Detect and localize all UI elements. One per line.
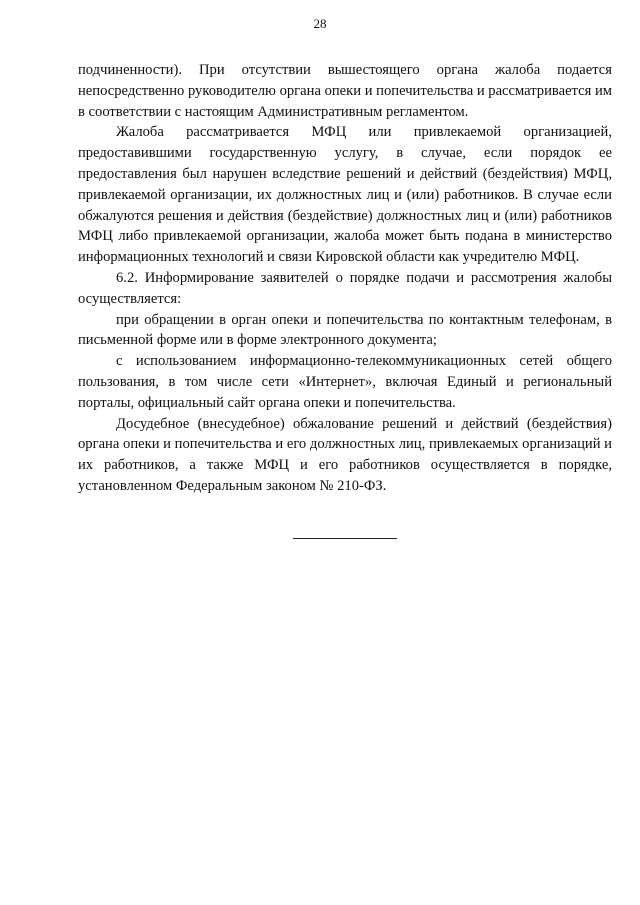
paragraph-complaint-review: Жалоба рассматривается МФЦ или привлекаемой организацией, предоставившими государственную услугу, в случае, если порядок ее предоставления был нарушен вследствие решений и действий (бездействия) МФЦ, привлекаемой организации, их должностных лиц и (или) работников. В случае если обжалуются решения и действия (бездействие) должностных лиц и (или) работников МФЦ либо привлекаемой организации, жалоба может быть подана в министерство информационных технологий и связи Кировской области как учредителю МФЦ. (78, 124, 612, 266)
paragraph-pretrial-appeal: Досудебное (внесудебное) обжалование решений и действий (бездействия) органа опеки и попечительства и его должностных лиц, привлекаемых организаций и их работников, а также МФЦ и его работников осуществляется в порядке, установленном Федеральным законом № 210-ФЗ. (78, 415, 612, 494)
document-body (78, 60, 612, 497)
paragraph-continuation: подчиненности). При отсутствии вышестоящего органа жалоба подается непосредственно руководителю органа опеки и попечительства и рассматривается им в соответствии с настоящим Административным регламентом. (78, 62, 612, 120)
paragraph-informing-internet: с использованием информационно-телекоммуникационных сетей общего пользования, в том числе сети «Интернет», включая Единый и региональный порталы, официальный сайт органа опеки и попечительства. (78, 353, 612, 411)
paragraph-informing-heading: 6.2. Информирование заявителей о порядке подачи и рассмотрения жалобы осуществляется: (78, 269, 612, 307)
page-number: 28 (313, 16, 327, 31)
end-divider-line (293, 538, 397, 539)
paragraph-informing-phone: при обращении в орган опеки и попечительства по контактным телефонам, в письменной форме или в форме электронного документа; (78, 311, 612, 349)
